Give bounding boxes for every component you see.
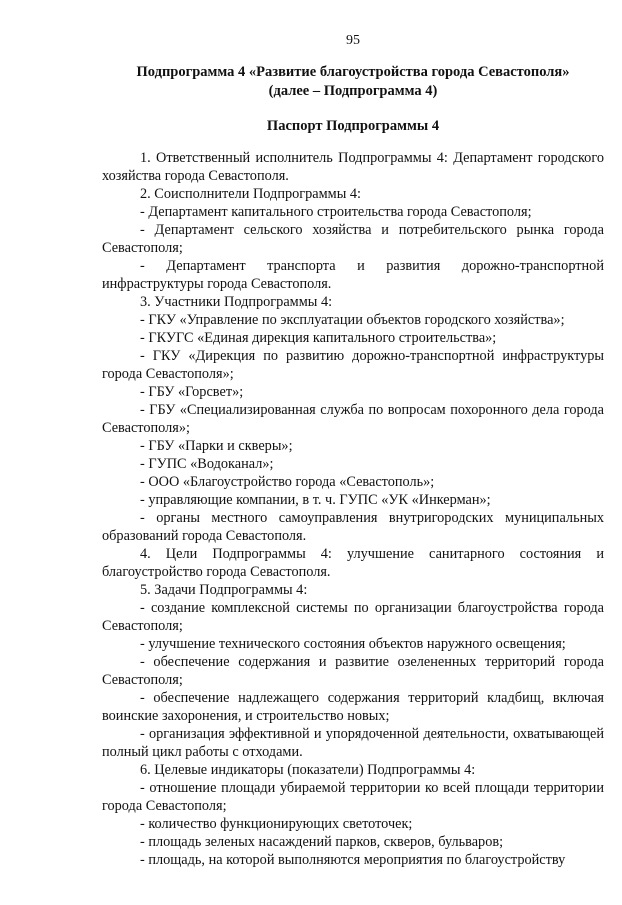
paragraph: - Департамент сельского хозяйства и потребительского рынка города Севастополя; (102, 222, 604, 256)
paragraph: - обеспечение содержания и развитие озелененных территорий города Севастополя; (102, 654, 604, 688)
paragraph: - ГУПС «Водоканал»; (140, 456, 274, 472)
paragraph: 3. Участники Подпрограммы 4: (140, 294, 333, 310)
paragraph: - количество функционирующих светоточек; (140, 816, 413, 832)
subprogram-title (102, 63, 604, 101)
page-number: 95 (346, 33, 360, 48)
paragraph: 1. Ответственный исполнитель Подпрограммы 4: Департамент городского хозяйства города Севастополя. (102, 150, 604, 184)
paragraph: - Департамент капитального строительства города Севастополя; (140, 204, 532, 220)
paragraph: 4. Цели Подпрограммы 4: улучшение санитарного состояния и благоустройство города Севастополя. (102, 546, 604, 580)
paragraph: - создание комплексной системы по организации благоустройства города Севастополя; (102, 600, 604, 634)
paragraph: - ГКУГС «Единая дирекция капитального строительства»; (140, 330, 497, 346)
passport-title: Паспорт Подпрограммы 4 (266, 118, 440, 134)
paragraph: - улучшение технического состояния объектов наружного освещения; (140, 636, 566, 652)
paragraph: - ООО «Благоустройство города «Севастополь»; (140, 474, 435, 490)
paragraph: - управляющие компании, в т. ч. ГУПС «УК «Инкерман»; (140, 492, 491, 508)
subprogram-title-line-2: (далее – Подпрограмма 4) (268, 83, 438, 99)
passport-body (102, 149, 604, 869)
paragraph: - организация эффективной и упорядоченной деятельности, охватывающей полный цикл работы с отходами. (102, 726, 604, 760)
paragraph: - обеспечение надлежащего содержания территорий кладбищ, включая воинские захоронения, и строительство новых; (102, 690, 604, 724)
paragraph: 5. Задачи Подпрограммы 4: (140, 582, 308, 598)
paragraph: - отношение площади убираемой территории ко всей площади территории города Севастополя; (102, 780, 604, 814)
paragraph: - Департамент транспорта и развития дорожно-транспортной инфраструктуры города Севастополя. (102, 258, 604, 292)
paragraph: - площадь зеленых насаждений парков, скверов, бульваров; (140, 834, 504, 850)
subprogram-title-line-1: Подпрограмма 4 «Развитие благоустройства города Севастополя» (136, 64, 570, 80)
paragraph: - ГБУ «Горсвет»; (140, 384, 244, 400)
paragraph: 2. Соисполнители Подпрограммы 4: (140, 186, 362, 202)
paragraph: - ГБУ «Специализированная служба по вопросам похоронного дела города Севастополя»; (102, 402, 604, 436)
paragraph: - ГКУ «Дирекция по развитию дорожно-транспортной инфраструктуры города Севастополя»; (102, 348, 604, 382)
paragraph: - площадь, на которой выполняются мероприятия по благоустройству (140, 852, 566, 868)
paragraph: - ГКУ «Управление по эксплуатации объектов городского хозяйства»; (140, 312, 565, 328)
paragraph: - ГБУ «Парки и скверы»; (140, 438, 293, 454)
paragraph: - органы местного самоуправления внутригородских муниципальных образований города Севастополя. (102, 510, 604, 544)
paragraph: 6. Целевые индикаторы (показатели) Подпрограммы 4: (140, 762, 476, 778)
